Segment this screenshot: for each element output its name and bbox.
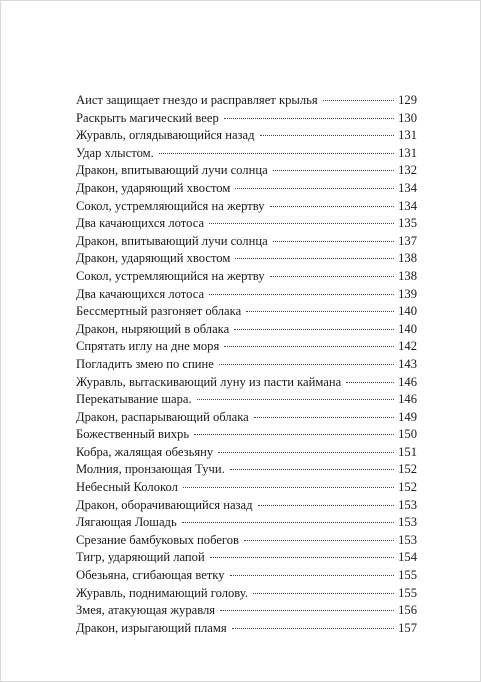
toc-dot-leader: [183, 487, 394, 488]
toc-entry-page-number: 157: [398, 620, 417, 635]
toc-entry-title: Дракон, изрыгающий пламя: [76, 620, 227, 635]
toc-dot-leader: [246, 311, 394, 312]
toc-entry-title: Дракон, оборачивающийся назад: [76, 497, 253, 512]
toc-dot-leader: [270, 276, 395, 277]
toc-entry-page-number: 142: [398, 339, 417, 354]
toc-entry-title: Бессмертный разгоняет облака: [76, 304, 242, 319]
toc-dot-leader: [194, 434, 394, 435]
toc-entry-page-number: 155: [398, 585, 417, 600]
toc-entry-page-number: 143: [398, 356, 417, 371]
toc-entry-page-number: 139: [398, 286, 417, 301]
toc-entry: [76, 338, 417, 356]
toc-entry-page-number: 153: [398, 515, 417, 530]
toc-entry-title: Погладить змею по спине: [76, 356, 214, 371]
toc-entry-title: Журавль, оглядывающийся назад: [76, 128, 255, 143]
toc-entry-title: Срезание бамбуковых побегов: [76, 532, 240, 547]
toc-entry-page-number: 146: [398, 392, 417, 407]
toc-dot-leader: [209, 294, 394, 295]
toc-entry-page-number: 154: [398, 550, 417, 565]
toc-dot-leader: [230, 469, 394, 470]
toc-entry: [76, 479, 417, 497]
toc-entry-title: Лягающая Лошадь: [76, 515, 177, 530]
toc-entry-title: Сокол, устремляющийся на жертву: [76, 268, 265, 283]
toc-dot-leader: [254, 417, 394, 418]
toc-entry-title: Кобра, жалящая обезьяну: [76, 444, 214, 459]
toc-entry-page-number: 150: [398, 427, 417, 442]
toc-entry-title: Журавль, поднимающий голову.: [76, 585, 248, 600]
toc-entry-title: Два качающихся лотоса: [76, 216, 205, 231]
toc-entry-title: Журавль, вытаскивающий луну из пасти каймана: [76, 374, 342, 389]
toc-entry-page-number: 129: [398, 93, 417, 107]
toc-entry-title: Небесный Колокол: [76, 480, 178, 495]
toc-dot-leader: [220, 610, 394, 611]
toc-entry: [76, 391, 417, 409]
toc-dot-leader: [323, 100, 394, 101]
toc-entry-page-number: 134: [398, 180, 417, 195]
toc-entry-title: Аист защищает гнездо и расправляет крылья: [76, 93, 318, 107]
toc-entry-title: Дракон, впитывающий лучи солнца: [76, 233, 268, 248]
toc-entry: [76, 162, 417, 180]
toc-dot-leader: [235, 258, 394, 259]
toc-dot-leader: [230, 575, 395, 576]
toc-dot-leader: [273, 241, 394, 242]
toc-dot-leader: [218, 452, 394, 453]
toc-dot-leader: [244, 540, 394, 541]
toc-entry-page-number: 152: [398, 462, 417, 477]
toc-entry-page-number: 134: [398, 198, 417, 213]
toc-entry: [76, 110, 417, 128]
toc-entry: [76, 602, 417, 620]
toc-entry-page-number: 153: [398, 497, 417, 512]
toc-dot-leader: [234, 329, 394, 330]
toc-dot-leader: [197, 399, 394, 400]
toc-entry: [76, 356, 417, 374]
toc-entry: [76, 92, 417, 110]
toc-dot-leader: [273, 170, 394, 171]
toc-entry: [76, 374, 417, 392]
toc-dot-leader: [159, 153, 394, 154]
toc-entry-title: Два качающихся лотоса: [76, 286, 205, 301]
toc-entry-title: Дракон, ударяющий хвостом: [76, 251, 231, 266]
toc-entry: [76, 127, 417, 145]
toc-entry: [76, 321, 417, 339]
toc-entry-title: Дракон, ударяющий хвостом: [76, 180, 231, 195]
toc-entry-page-number: 152: [398, 480, 417, 495]
toc-entry-page-number: 137: [398, 233, 417, 248]
toc-entry: [76, 198, 417, 216]
toc-entry-title: Змея, атакующая журавля: [76, 603, 216, 618]
toc-entry-title: Раскрыть магический веер: [76, 110, 219, 125]
toc-entry-page-number: 149: [398, 409, 417, 424]
toc-entry-page-number: 132: [398, 163, 417, 178]
toc-entry-title: Обезьяна, сгибающая ветку: [76, 568, 225, 583]
toc-entry: [76, 461, 417, 479]
toc-dot-leader: [182, 522, 394, 523]
toc-entry: [76, 426, 417, 444]
toc-entry: [76, 268, 417, 286]
toc-entry-page-number: 131: [398, 128, 417, 143]
toc-entry-page-number: 155: [398, 568, 417, 583]
toc-dot-leader: [235, 188, 394, 189]
toc-entry-page-number: 130: [398, 110, 417, 125]
toc-entry-page-number: 153: [398, 532, 417, 547]
toc-entry: [76, 145, 417, 163]
toc-dot-leader: [346, 382, 394, 383]
toc-entry: [76, 549, 417, 567]
toc-entry: [76, 180, 417, 198]
toc-entry-page-number: 140: [398, 304, 417, 319]
toc-entry-title: Тигр, ударяющий лапой: [76, 550, 205, 565]
toc-dot-leader: [260, 135, 395, 136]
toc-dot-leader: [232, 628, 394, 629]
toc-entry-page-number: 146: [398, 374, 417, 389]
toc-entry: [76, 532, 417, 550]
toc-entry: [76, 286, 417, 304]
toc-entry: [76, 303, 417, 321]
toc-entry-title: Божественный вихрь: [76, 427, 190, 442]
toc-entry: [76, 233, 417, 251]
toc-entry-title: Дракон, ныряющий в облака: [76, 321, 230, 336]
toc-entry-title: Удар хлыстом.: [76, 145, 154, 160]
toc-entry-title: Перекатывание шара.: [76, 392, 192, 407]
toc-entry-title: Молния, пронзающая Тучи.: [76, 462, 225, 477]
toc-dot-leader: [210, 557, 394, 558]
toc-entry-page-number: 138: [398, 268, 417, 283]
toc-entry: [76, 215, 417, 233]
toc-entry: [76, 514, 417, 532]
toc-entry-page-number: 151: [398, 444, 417, 459]
toc-entry-page-number: 135: [398, 216, 417, 231]
table-of-contents: [76, 92, 417, 637]
toc-entry-page-number: 156: [398, 603, 417, 618]
toc-entry-title: Спрятать иглу на дне моря: [76, 339, 220, 354]
toc-entry-page-number: 138: [398, 251, 417, 266]
toc-entry-page-number: 140: [398, 321, 417, 336]
toc-entry: [76, 444, 417, 462]
toc-entry: [76, 497, 417, 515]
toc-entry: [76, 585, 417, 603]
toc-entry-page-number: 131: [398, 145, 417, 160]
toc-entry-title: Сокол, устремляющийся на жертву: [76, 198, 265, 213]
toc-dot-leader: [224, 118, 394, 119]
toc-entry-title: Дракон, впитывающий лучи солнца: [76, 163, 268, 178]
toc-dot-leader: [253, 593, 394, 594]
toc-dot-leader: [258, 505, 395, 506]
toc-dot-leader: [270, 206, 395, 207]
toc-entry: [76, 250, 417, 268]
toc-entry: [76, 567, 417, 585]
toc-entry: [76, 620, 417, 638]
toc-dot-leader: [209, 223, 394, 224]
toc-dot-leader: [219, 364, 394, 365]
toc-dot-leader: [224, 346, 394, 347]
toc-entry: [76, 409, 417, 427]
toc-entry-title: Дракон, распарывающий облака: [76, 409, 249, 424]
